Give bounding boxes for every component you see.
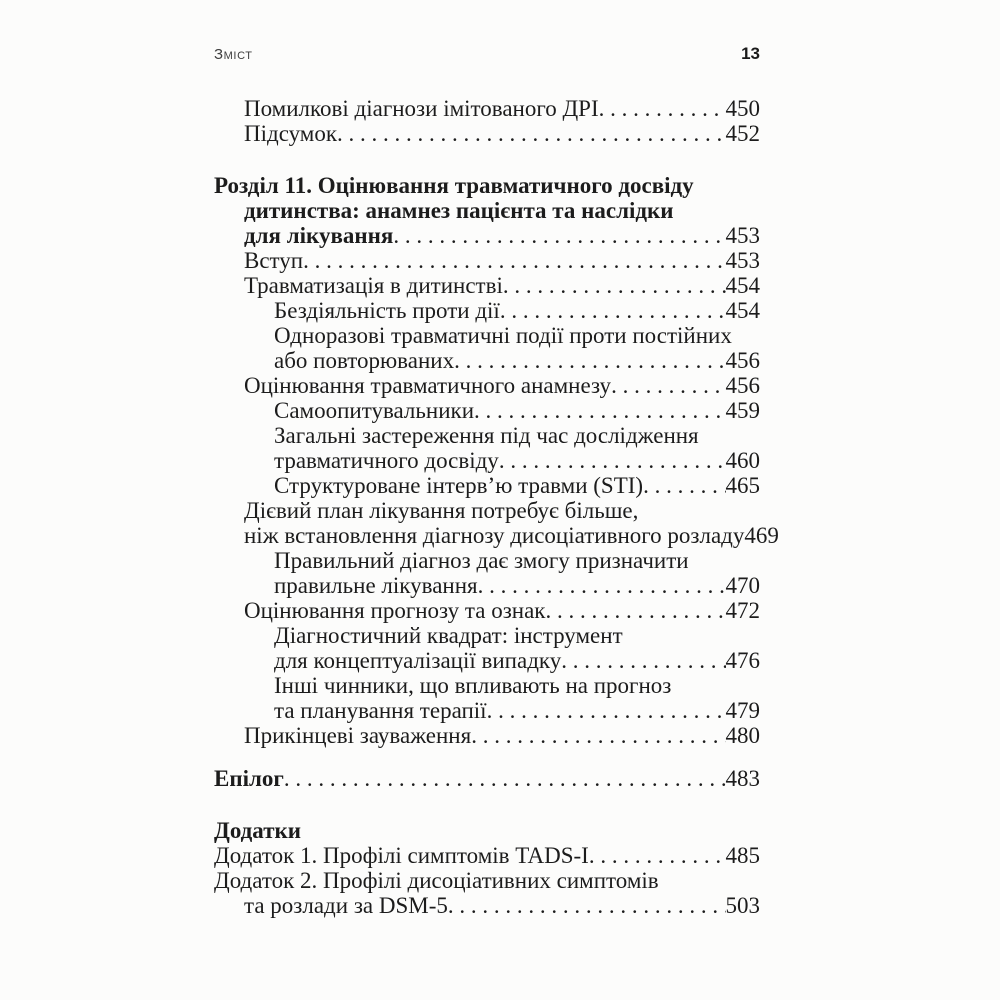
- toc-line: [214, 498, 760, 523]
- toc-line: [214, 173, 760, 198]
- toc-line-text: для лікування: [244, 223, 394, 248]
- dot-leader: [471, 723, 725, 748]
- dot-leader: [284, 766, 726, 791]
- toc-line-text: Бездіяльність проти дії: [274, 298, 500, 323]
- toc-line-text: для концептуалізації випадку: [274, 648, 562, 673]
- page-number: 459: [725, 398, 760, 423]
- dot-leader: [589, 843, 726, 868]
- toc-line-text: Структуроване інтерв’ю травми (STI): [274, 473, 644, 498]
- dot-leader: [599, 96, 726, 121]
- toc-line-text: Інші чинники, що впливають на прогноз: [274, 673, 672, 698]
- page-number: 476: [725, 648, 760, 673]
- page-number: 456: [725, 348, 760, 373]
- toc-line: [214, 623, 760, 648]
- toc-line: [214, 473, 760, 498]
- toc-line-text: Дієвий план лікування потребує більше,: [244, 498, 639, 523]
- page-number: 453: [725, 223, 760, 248]
- page-number: 472: [725, 598, 760, 623]
- toc-line-text: або повторюваних: [274, 348, 455, 373]
- toc-line-text: Самоопитувальники: [274, 398, 475, 423]
- toc-line-text: Підсумок: [244, 121, 338, 146]
- toc-line: [214, 573, 760, 598]
- dot-leader: [643, 473, 725, 498]
- running-head: [214, 44, 760, 66]
- toc-line: [214, 673, 760, 698]
- toc-line: [214, 398, 760, 423]
- page-number: 469: [744, 523, 779, 548]
- toc-line: [214, 843, 760, 868]
- dot-leader: [545, 598, 725, 623]
- page-number: 470: [725, 573, 760, 598]
- toc-line: [214, 766, 760, 791]
- toc-line: [214, 373, 760, 398]
- toc-line-text: Травматизація в дитинстві: [244, 273, 503, 298]
- toc-line: [214, 223, 760, 248]
- toc-line: [214, 893, 760, 918]
- page-number: 479: [725, 698, 760, 723]
- page-number: 454: [725, 298, 760, 323]
- dot-leader: [561, 648, 725, 673]
- toc-line-text: Одноразові травматичні події проти постійних: [274, 323, 732, 348]
- page-number: 452: [725, 121, 760, 146]
- page-number: 483: [725, 766, 760, 791]
- toc-line: [214, 298, 760, 323]
- page-number: 485: [725, 843, 760, 868]
- toc-line-text: ніж встановлення діагнозу дисоціативного розладу: [244, 523, 745, 548]
- toc-line-text: Оцінювання прогнозу та ознак: [244, 598, 546, 623]
- dot-leader: [454, 348, 725, 373]
- toc-line-text: Оцінювання травматичного анамнезу: [244, 373, 612, 398]
- toc-line-text: та планування терапії: [274, 698, 487, 723]
- toc-line: [214, 598, 760, 623]
- toc-line: [214, 273, 760, 298]
- toc-line-text: Прикінцеві зауваження: [244, 723, 472, 748]
- toc-line-text: Вступ: [244, 248, 304, 273]
- page-number: 453: [725, 248, 760, 273]
- toc-line: [214, 698, 760, 723]
- toc-line: [214, 198, 760, 223]
- toc-line-text: Правильний діагноз дає змогу призначити: [274, 548, 689, 573]
- toc-line: [214, 348, 760, 373]
- dot-leader: [500, 298, 726, 323]
- dot-leader: [499, 448, 726, 473]
- dot-leader: [448, 893, 726, 918]
- toc-line: [214, 448, 760, 473]
- toc-line-text: Додаток 1. Профілі симптомів TADS-I: [214, 843, 589, 868]
- toc-line-text: Розділ 11. Оцінювання травматичного досвіду: [214, 173, 694, 198]
- toc-line: [214, 121, 760, 146]
- dot-leader: [393, 223, 725, 248]
- toc-list: [214, 96, 779, 918]
- toc-line: [214, 648, 760, 673]
- toc-line: [214, 548, 760, 573]
- toc-line: [214, 96, 760, 121]
- toc-line: [214, 723, 760, 748]
- toc-line-text: Епілог: [214, 766, 284, 791]
- running-head-title: Зміст: [214, 46, 253, 63]
- page-number: 460: [725, 448, 760, 473]
- toc-line-text: та розлади за DSM-5: [244, 893, 448, 918]
- toc-line: [214, 423, 760, 448]
- toc-line: [214, 818, 760, 843]
- toc-line-text: травматичного досвіду: [274, 448, 499, 473]
- page-number: 465: [725, 473, 760, 498]
- toc-line-text: Додатки: [214, 818, 302, 843]
- toc-line: [214, 868, 760, 893]
- page-number: 503: [725, 893, 760, 918]
- toc-line-text: Додаток 2. Профілі дисоціативних симптомів: [214, 868, 659, 893]
- dot-leader: [303, 248, 725, 273]
- dot-leader: [487, 698, 726, 723]
- toc-line-text: правильне лікування: [274, 573, 478, 598]
- dot-leader: [337, 121, 725, 146]
- dot-leader: [611, 373, 725, 398]
- toc-line-text: Помилкові діагнози імітованого ДРІ: [244, 96, 599, 121]
- toc-line: [214, 323, 760, 348]
- toc-line: [214, 248, 760, 273]
- toc-line-text: дитинства: анамнез пацієнта та наслідки: [244, 198, 674, 223]
- dot-leader: [478, 573, 726, 598]
- toc-line-text: Діагностичний квадрат: інструмент: [274, 623, 623, 648]
- toc-line-text: Загальні застереження під час дослідження: [274, 423, 699, 448]
- page-number: 456: [725, 373, 760, 398]
- running-head-page-number: 13: [741, 44, 760, 63]
- toc-line: [214, 523, 779, 548]
- dot-leader: [474, 398, 725, 423]
- page-number: 450: [725, 96, 760, 121]
- page-number: 454: [725, 273, 760, 298]
- dot-leader: [503, 273, 726, 298]
- page-number: 480: [725, 723, 760, 748]
